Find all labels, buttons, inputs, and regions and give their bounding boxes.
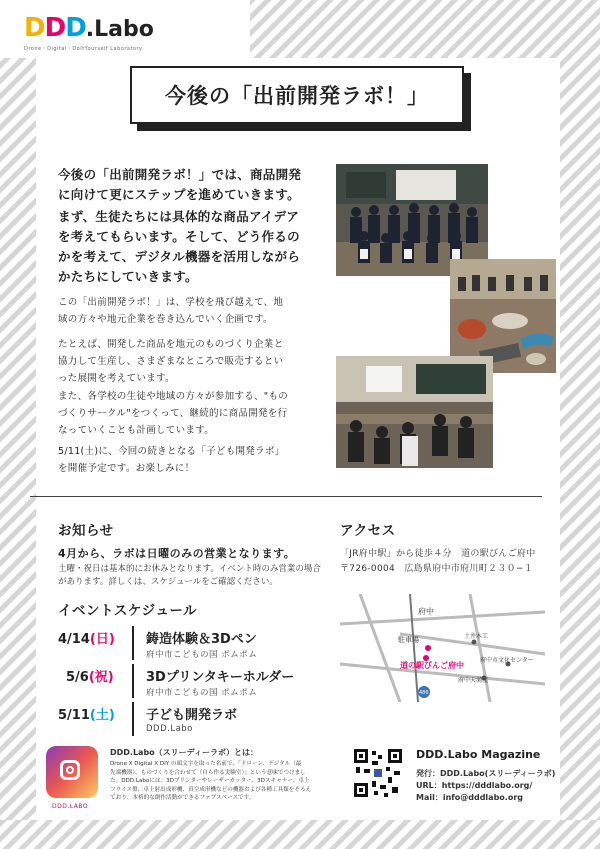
event-date (58, 628, 115, 647)
body-paragraph-4 (58, 443, 285, 477)
map-image (340, 594, 545, 702)
body3-line: また、各学校の生徒や地域の方々が参加する、"もの (58, 391, 289, 402)
notice-detail-line: 土曜・祝日は基本的にお休みとなります。イベント時のみ営業の場合 (58, 564, 321, 574)
logo-d3: D (65, 13, 86, 43)
about-line: 先端機器）、ものづくりを合わせて（自ら作る実験室）」という意味でつけまし (110, 769, 306, 776)
intro-paragraph-2 (58, 207, 300, 287)
logo-d2: D (44, 13, 66, 43)
intro2-line: かを考えて、デジタル機器を活用しながら (58, 249, 301, 264)
body-paragraph-2 (58, 336, 283, 387)
intro2-line: を考えてもらいます。そして、どう作るの (58, 229, 300, 244)
map-label-doi: 土井木工 (464, 633, 489, 640)
event-day: (土) (89, 708, 115, 723)
instagram-icon[interactable] (46, 746, 98, 798)
schedule-heading: イベントスケジュール (58, 603, 198, 619)
access-line-2: 〒726-0004 広島県府中市府川町２３０−１ (340, 564, 534, 574)
event-name: 3Dプリンタキーホルダー (146, 670, 295, 685)
map-parking-label: 駐車場 (398, 636, 419, 644)
page-title: 今後の「出前開発ラボ！」 (130, 66, 464, 124)
event-divider (132, 626, 134, 660)
about-line: ており、本格的な創作活動ができるファブスペースです。 (110, 795, 255, 801)
body3-line: づくりサークル"をつくって、継続的に商品開発を行 (58, 408, 288, 419)
event-day: (祝) (88, 670, 114, 685)
section-divider (30, 496, 542, 497)
notice-detail (58, 563, 321, 589)
event-date (66, 666, 114, 685)
stripe-left (0, 0, 36, 849)
event-place: 府中市こどもの国 ポムポム (146, 688, 258, 698)
about-line: Drone X Digital X DIY の頭文字を取った名前で、「ドローン、デジタル（最 (110, 761, 302, 767)
intro-paragraph (58, 165, 301, 205)
body1-line: 域の方々や地元企業を巻き込んでいく企画です。 (58, 314, 273, 325)
map-label-tenmaya: 府中天満屋 (458, 677, 489, 684)
body-paragraph-3 (58, 388, 288, 439)
body2-line: 協力して生産し、さまざまなところで販売するとい (58, 356, 284, 367)
body2-line: たとえば、開発した商品を地元のものづくり企業と (58, 339, 284, 350)
stripe-bottom (0, 820, 600, 849)
logo-tagline: Drone・Digital・DoItYourself Laboratory (24, 46, 143, 52)
body2-line: った展開を考えています。 (58, 373, 175, 384)
intro-line: に向けて更にステップを進めていきます。 (58, 187, 300, 202)
logo-labo: .Labo (85, 17, 154, 42)
event-name: 子ども開発ラボ (146, 708, 238, 723)
event-name: 鋳造体験＆3Dペン (146, 632, 257, 647)
notice-lead: 4月から、ラボは日曜のみの営業となります。 (58, 547, 296, 560)
map-station-label: 府中 (418, 607, 434, 616)
intro2-line: まず、生徒たちには具体的な商品アイデア (58, 209, 300, 224)
instagram-label: DDD.LABO (52, 803, 89, 810)
event-date-value: 5/6 (66, 670, 89, 685)
instagram-lens (66, 766, 74, 774)
logo-d1: D (24, 13, 45, 43)
body4-line: を開催予定です。お楽しみに！ (58, 463, 195, 474)
stripe-right (560, 0, 600, 849)
event-divider (132, 702, 134, 736)
qr-code-icon[interactable] (354, 749, 402, 797)
event-day: (日) (89, 632, 115, 647)
event-place: DDD.Labo (146, 724, 193, 734)
logo (24, 14, 154, 52)
map-route-label: 486 (419, 690, 429, 696)
magazine-url[interactable]: URL：https://dddlabo.org/ (416, 781, 533, 790)
magazine-publisher: 発行：DDD.Labo(スリーディーラボ) (416, 769, 556, 778)
intro-line: 今後の「出前開発ラボ！」では、商品開発 (58, 167, 302, 182)
classroom-photo-image (336, 356, 493, 468)
about-title: DDD.Labo（スリーディーラボ）とは： (110, 748, 259, 757)
access-line-1: 「JR府中駅」から徒歩４分 道の駅びんご府中 (340, 549, 536, 559)
magazine-title: DDD.Labo Magazine (416, 748, 541, 761)
intro2-line: かたちにしていきます。 (58, 269, 198, 284)
about-text (110, 760, 311, 803)
body-paragraph-1 (58, 294, 283, 328)
magazine-mail[interactable]: Mail：info@dddlabo.org (416, 793, 524, 802)
event-date-value: 4/14 (58, 632, 90, 647)
event-divider (132, 664, 134, 698)
notice-detail-line: があります。詳しくは、スケジュールをご確認ください。 (58, 577, 278, 587)
access-map (340, 594, 545, 702)
notice-heading: お知らせ (58, 523, 114, 539)
event-date (58, 704, 115, 723)
map-label-culture: 府中市文化センター (480, 657, 534, 664)
body3-line: なっていくことも計画しています。 (58, 425, 215, 436)
body4-line: 5/11(土)に、今回の続きとなる「子ども開発ラボ」 (58, 446, 285, 457)
access-heading: アクセス (340, 523, 396, 539)
about-line: フライス盤、卓上射出成形機、真空成形機などの機器および各種工具類をそろえ (110, 786, 312, 793)
body1-line: この「出前開発ラボ！」は、学校を飛び越えて、地 (58, 297, 284, 308)
map-dest-label: 道の駅びんご府中 (400, 661, 464, 670)
event-place: 府中市こどもの国 ポムポム (146, 650, 258, 660)
classroom-photo (336, 356, 493, 468)
about-line: た。DDD.Laboには、3Dプリンターやレーザーカッター、3Dスキャナー、卓上 (110, 778, 310, 784)
event-date-value: 5/11 (58, 708, 90, 723)
